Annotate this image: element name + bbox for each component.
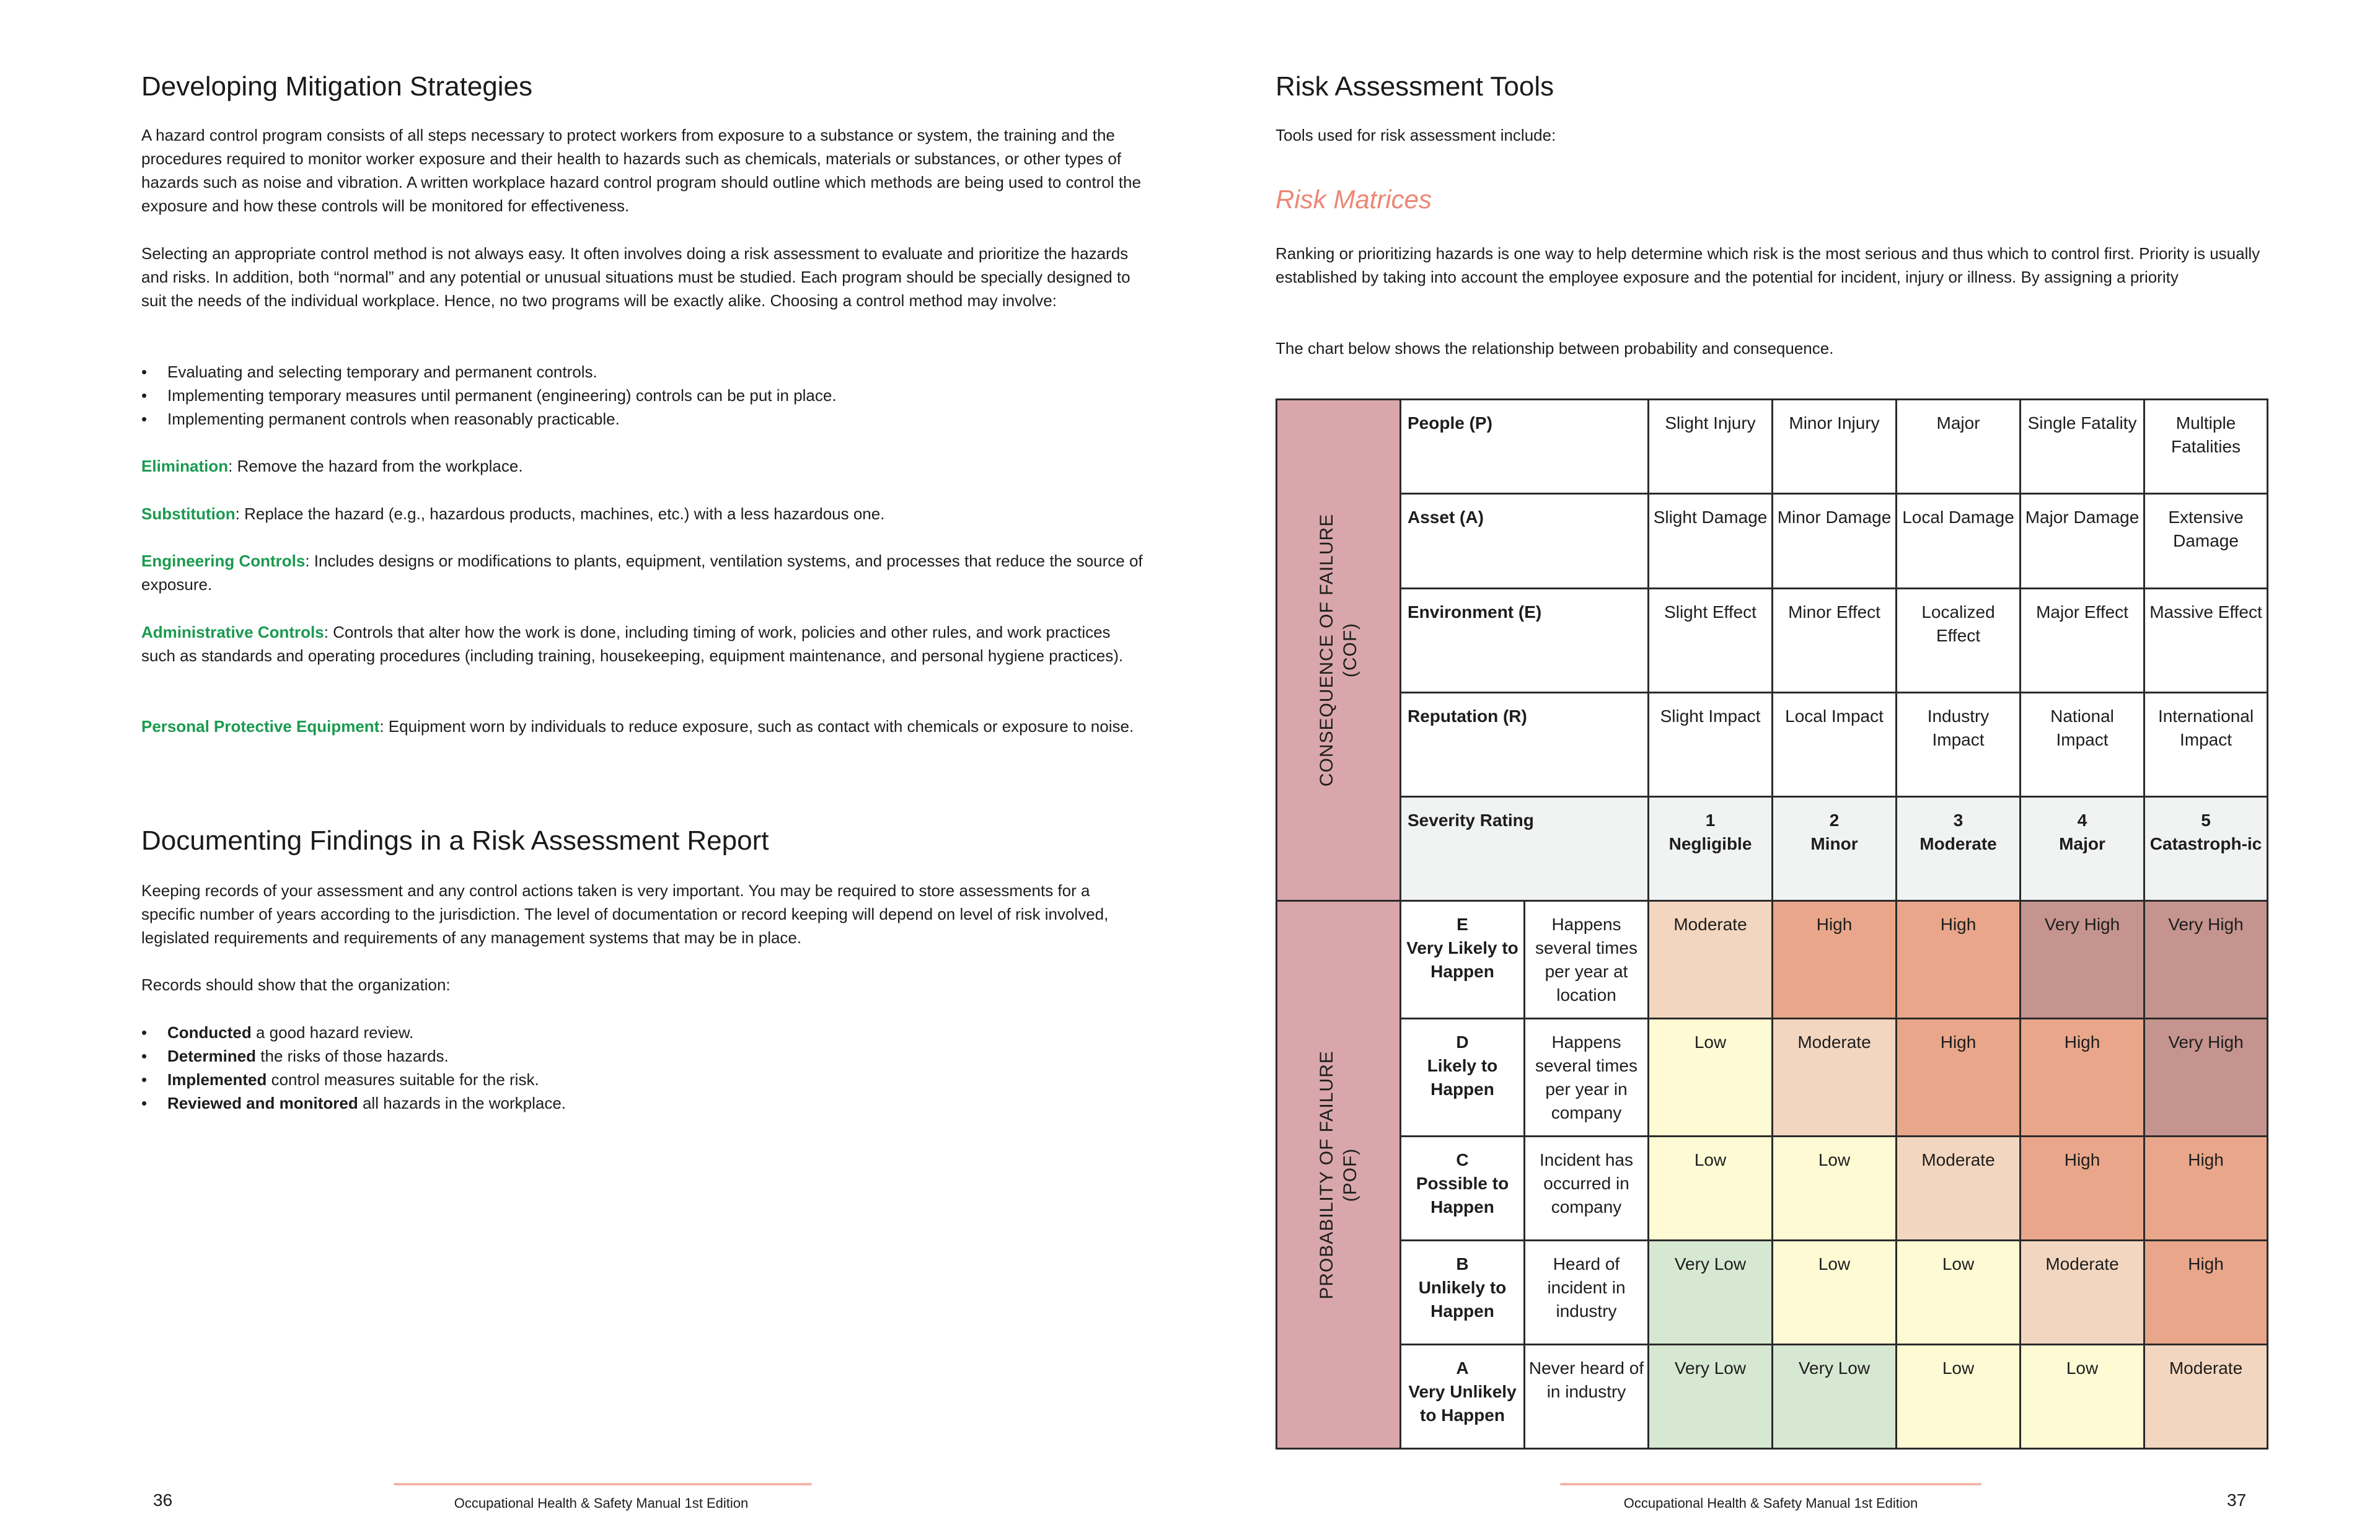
pof-axis-label [1277, 901, 1401, 1449]
risk-cell: Low [1649, 1137, 1773, 1241]
probability-label [1401, 1241, 1525, 1345]
table-cell: National Impact [2021, 693, 2144, 797]
paragraph-records: Keeping records of your assessment and any control actions taken is very important. You may be required to store assessments for a specific number of years according to the jurisdiction. The level of documentation or record keeping will depend on level of risk involved, legislated requirements and requirements of any management systems that may be in place. [141, 881, 1109, 947]
severity-name: Moderate [1919, 834, 1997, 853]
table-cell: Minor Injury [1773, 400, 1897, 494]
severity-number: 3 [1953, 811, 1963, 830]
table-cell: Major Damage [2021, 494, 2144, 589]
list-item: • Implementing temporary measures until permanent (engineering) controls can be put in place. [141, 384, 1133, 407]
risk-cell: Very High [2021, 901, 2144, 1019]
severity-number: 5 [2201, 811, 2211, 830]
probability-name: Likely to Happen [1427, 1056, 1498, 1099]
probability-name: Very Unlikely to Happen [1408, 1382, 1517, 1425]
probability-frequency: Incident has occurred in company [1525, 1137, 1649, 1241]
page-number: 36 [153, 1490, 173, 1510]
paragraph-tools-intro: Tools used for risk assessment include: [1276, 126, 1556, 144]
list-item [141, 1068, 1133, 1091]
severity-name: Negligible [1668, 834, 1752, 853]
table-cell: Slight Damage [1649, 494, 1773, 589]
risk-cell: High [1897, 901, 2021, 1019]
severity-number: 2 [1829, 811, 1840, 830]
control-text: : Replace the hazard (e.g., hazardous products, machines, etc.) with a less hazardous one. [235, 504, 885, 523]
probability-name: Very Likely to Happen [1406, 938, 1518, 981]
risk-cell: High [2021, 1137, 2144, 1241]
probability-label [1401, 1345, 1525, 1449]
risk-cell: Low [1649, 1019, 1773, 1137]
severity-label: Severity Rating [1401, 797, 1649, 901]
control-engineering [141, 549, 1145, 596]
paragraph-records-show: Records should show that the organization: [141, 975, 451, 994]
risk-matrix [1276, 398, 2267, 1431]
control-substitution [141, 502, 1145, 526]
severity-name: Minor [1810, 834, 1858, 853]
paragraph-chart-intro: The chart below shows the relationship between probability and consequence. [1276, 339, 1834, 358]
risk-matrix-table [1276, 398, 2268, 1450]
list-item-bold: Conducted [167, 1023, 252, 1042]
paragraph-ranking: Ranking or prioritizing hazards is one way to help determine which risk is the most serious and thus which to control first. Priority is usually established by taking into account the employee exposure and the potential for incident, injury or illness. By assigning a priority [1276, 244, 2260, 286]
cof-axis-label [1277, 400, 1401, 901]
consequence-label: Asset (A) [1401, 494, 1649, 589]
risk-cell: Very Low [1773, 1345, 1897, 1449]
consequence-row [1277, 494, 2268, 589]
severity-cell [1649, 797, 1773, 901]
table-cell: Single Fatality [2021, 400, 2144, 494]
control-term: Personal Protective Equipment [141, 717, 380, 736]
table-cell: Slight Effect [1649, 589, 1773, 693]
risk-cell: Low [1897, 1241, 2021, 1345]
section-title-mitigation: Developing Mitigation Strategies [141, 71, 533, 102]
probability-frequency: Heard of incident in industry [1525, 1241, 1649, 1345]
records-list [141, 1021, 1133, 1115]
cof-label-text: CONSEQUENCE OF FAILURE (COF) [1316, 513, 1360, 787]
page-number: 37 [2227, 1490, 2247, 1510]
table-cell: Extensive Damage [2144, 494, 2268, 589]
control-term: Administrative Controls [141, 623, 324, 641]
footer-title: Occupational Health & Safety Manual 1st Edition [454, 1495, 749, 1511]
control-text: : Includes designs or modifications to plants, equipment, ventilation systems, and processes that reduce the source of exposure. [141, 552, 1143, 594]
probability-label [1401, 1019, 1525, 1137]
risk-cell: Very Low [1649, 1241, 1773, 1345]
risk-cell: Very High [2144, 1019, 2268, 1137]
footer-rule [1560, 1483, 1981, 1485]
risk-cell: High [2144, 1241, 2268, 1345]
probability-row [1277, 901, 2268, 1019]
right-page [1190, 0, 2380, 1540]
control-elimination [141, 454, 1145, 478]
table-cell: Local Impact [1773, 693, 1897, 797]
table-cell: Slight Impact [1649, 693, 1773, 797]
risk-cell: Moderate [1897, 1137, 2021, 1241]
risk-cell: Very Low [1649, 1345, 1773, 1449]
table-cell: Local Damage [1897, 494, 2021, 589]
probability-frequency: Happens several times per year in company [1525, 1019, 1649, 1137]
table-cell: International Impact [2144, 693, 2268, 797]
list-item-text: a good hazard review. [251, 1023, 414, 1042]
risk-cell: Moderate [2021, 1241, 2144, 1345]
paragraph-hazard-control: A hazard control program consists of all steps necessary to protect workers from exposure to a substance or system, the training and the procedures required to monitor worker exposure and their health to hazards such as chemicals, materials or substances, or other types of hazards such as noise and vibration. A written workplace hazard control program should outline which methods are being used to control the exposure and how these controls will be monitored for effectiveness. [141, 126, 1141, 215]
probability-label [1401, 901, 1525, 1019]
risk-cell: High [2144, 1137, 2268, 1241]
severity-cell [2021, 797, 2144, 901]
table-cell: Slight Injury [1649, 400, 1773, 494]
list-item-bold: Implemented [167, 1070, 267, 1089]
list-item: • Implementing permanent controls when reasonably practicable. [141, 407, 1133, 431]
risk-cell: Low [1773, 1241, 1897, 1345]
control-administrative [141, 620, 1145, 667]
risk-cell: Moderate [1649, 901, 1773, 1019]
footer-title: Occupational Health & Safety Manual 1st Edition [1623, 1495, 1918, 1511]
probability-frequency: Happens several times per year at location [1525, 901, 1649, 1019]
table-cell: Minor Effect [1773, 589, 1897, 693]
severity-cell [1773, 797, 1897, 901]
consequence-row [1277, 400, 2268, 494]
severity-row [1277, 797, 2268, 901]
probability-letter: B [1456, 1254, 1469, 1274]
section-title-documenting: Documenting Findings in a Risk Assessment Report [141, 825, 769, 856]
list-item [141, 1021, 1133, 1044]
probability-row [1277, 1241, 2268, 1345]
probability-label [1401, 1137, 1525, 1241]
consequence-label: Reputation (R) [1401, 693, 1649, 797]
probability-letter: A [1456, 1358, 1469, 1378]
list-item-text: control measures suitable for the risk. [267, 1070, 539, 1089]
control-text: : Equipment worn by individuals to reduce exposure, such as contact with chemicals or exposure to noise. [379, 717, 1134, 736]
table-cell: Major Effect [2021, 589, 2144, 693]
list-item-text: the risks of those hazards. [256, 1047, 449, 1065]
severity-number: 4 [2077, 811, 2087, 830]
probability-row [1277, 1345, 2268, 1449]
severity-name: Catastroph-ic [2149, 834, 2262, 853]
risk-cell: Very High [2144, 901, 2268, 1019]
probability-row [1277, 1019, 2268, 1137]
risk-cell: High [2021, 1019, 2144, 1137]
table-cell: Multiple Fatalities [2144, 400, 2268, 494]
control-term: Engineering Controls [141, 552, 306, 570]
control-ppe [141, 715, 1145, 738]
severity-cell [2144, 797, 2268, 901]
list-item [141, 1091, 1133, 1115]
pof-label-text: PROBABILITY OF FAILURE (POF) [1316, 1050, 1360, 1300]
severity-cell [1897, 797, 2021, 901]
probability-row [1277, 1137, 2268, 1241]
probability-frequency: Never heard of in industry [1525, 1345, 1649, 1449]
probability-letter: C [1456, 1150, 1469, 1169]
list-item-bold: Determined [167, 1047, 257, 1065]
consequence-label: People (P) [1401, 400, 1649, 494]
list-item-bold: Reviewed and monitored [167, 1094, 358, 1112]
probability-letter: D [1456, 1032, 1469, 1052]
probability-name: Unlikely to Happen [1418, 1278, 1507, 1321]
table-cell: Localized Effect [1897, 589, 2021, 693]
table-cell: Massive Effect [2144, 589, 2268, 693]
section-title-tools: Risk Assessment Tools [1276, 71, 1554, 102]
risk-cell: Low [1773, 1137, 1897, 1241]
risk-cell: Moderate [1773, 1019, 1897, 1137]
severity-number: 1 [1705, 811, 1716, 830]
control-text: : Remove the hazard from the workplace. [228, 457, 523, 475]
list-item [141, 1044, 1133, 1068]
footer-rule [394, 1483, 812, 1485]
table-cell: Industry Impact [1897, 693, 2021, 797]
risk-cell: Moderate [2144, 1345, 2268, 1449]
control-text: : Controls that alter how the work is done, including timing of work, policies and other rules, and work practices such as standards and operating procedures (including training, housekeeping, equipment maintenance, and personal hygiene practices). [141, 623, 1124, 665]
control-options-list [141, 360, 1133, 431]
consequence-row [1277, 693, 2268, 797]
list-item: • Evaluating and selecting temporary and permanent controls. [141, 360, 1133, 384]
table-cell: Major [1897, 400, 2021, 494]
risk-cell: High [1897, 1019, 2021, 1137]
risk-cell: Low [1897, 1345, 2021, 1449]
paragraph-control-method: Selecting an appropriate control method is not always easy. It often involves doing a risk assessment to evaluate and prioritize the hazards and risks. In addition, both “normal” and any potential or unusual situations must be studied. Each program should be specially designed to suit the needs of the individual workplace. Hence, no two programs will be exactly alike. Choosing a control method may involve: [141, 244, 1130, 310]
subtitle-risk-matrices: Risk Matrices [1276, 185, 1432, 214]
consequence-row [1277, 589, 2268, 693]
probability-letter: E [1457, 915, 1468, 934]
risk-cell: Low [2021, 1345, 2144, 1449]
control-term: Substitution [141, 504, 236, 523]
list-item-text: all hazards in the workplace. [358, 1094, 566, 1112]
risk-cell: High [1773, 901, 1897, 1019]
severity-name: Major [2059, 834, 2105, 853]
probability-name: Possible to Happen [1416, 1174, 1509, 1217]
table-cell: Minor Damage [1773, 494, 1897, 589]
control-term: Elimination [141, 457, 229, 475]
consequence-label: Environment (E) [1401, 589, 1649, 693]
